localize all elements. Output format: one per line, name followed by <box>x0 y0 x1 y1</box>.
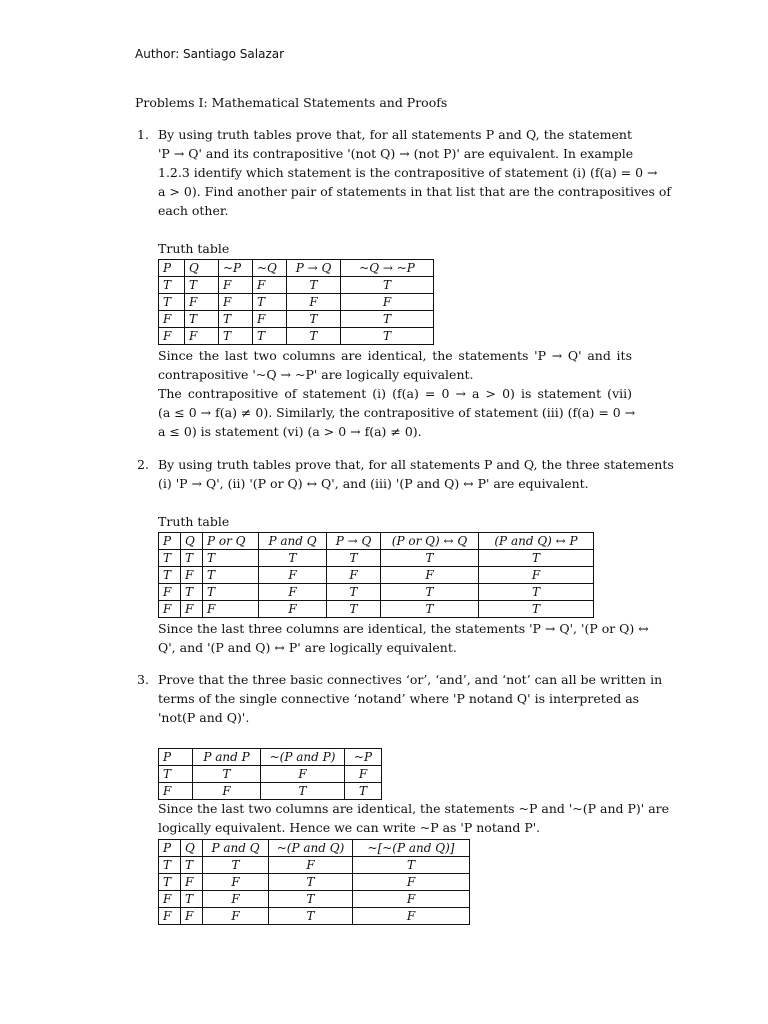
table-cell: F <box>185 294 219 311</box>
table-header-cell: Q <box>181 533 203 550</box>
table-cell: F <box>479 567 594 584</box>
table-cell: T <box>159 857 181 874</box>
table-header-cell: (P or Q) ↔ Q <box>381 533 479 550</box>
table-cell: T <box>341 311 434 328</box>
table-row <box>159 766 382 783</box>
table-cell: T <box>181 891 203 908</box>
table-row <box>159 908 470 925</box>
table-cell: F <box>159 891 181 908</box>
table-cell: T <box>219 311 253 328</box>
table-cell: F <box>203 908 269 925</box>
table-header-cell: Q <box>185 260 219 277</box>
truth-table-label: Truth table <box>158 241 230 256</box>
table-cell: F <box>327 567 381 584</box>
table-cell: T <box>345 783 382 800</box>
table-cell: T <box>259 550 327 567</box>
table-cell: T <box>269 908 353 925</box>
table-cell: F <box>259 567 327 584</box>
table-cell: F <box>159 908 181 925</box>
table-cell: T <box>341 328 434 345</box>
document-title: Problems I: Mathematical Statements and Proofs <box>135 95 448 110</box>
table-cell: F <box>203 891 269 908</box>
table-cell: F <box>381 567 479 584</box>
problem-1-line: each other. <box>158 203 229 218</box>
table-row <box>159 328 434 345</box>
table-cell: F <box>181 601 203 618</box>
table-header-row <box>159 533 594 550</box>
table-cell: F <box>253 277 287 294</box>
table-cell: F <box>159 584 181 601</box>
table-cell: T <box>181 857 203 874</box>
table-cell: T <box>287 328 341 345</box>
table-cell: T <box>479 584 594 601</box>
table-cell: T <box>181 550 203 567</box>
problem-2-line: By using truth tables prove that, for all statements P and Q, the three statements <box>158 457 674 472</box>
table-header-cell: ~(P and P) <box>261 749 345 766</box>
table-header-row <box>159 749 382 766</box>
table-cell: F <box>193 783 261 800</box>
table-header-cell: P <box>159 840 181 857</box>
table-cell: T <box>203 857 269 874</box>
table-cell: T <box>185 311 219 328</box>
table-header-cell: ~Q <box>253 260 287 277</box>
table-cell: F <box>159 311 185 328</box>
table-header-cell: P <box>159 533 181 550</box>
table-header-cell: P and Q <box>203 840 269 857</box>
table-cell: F <box>287 294 341 311</box>
table-cell: T <box>159 567 181 584</box>
table-cell: F <box>353 908 470 925</box>
problem-2-line: (i) 'P → Q', (ii) '(P or Q) ↔ Q', and (iii) '(P and Q) ↔ P' are equivalent. <box>158 476 589 491</box>
truth-table-3 <box>158 748 382 800</box>
table-cell: T <box>159 550 181 567</box>
table-row <box>159 567 594 584</box>
table-row <box>159 783 382 800</box>
table-cell: T <box>341 277 434 294</box>
table-cell: T <box>381 550 479 567</box>
table-row <box>159 601 594 618</box>
table-header-cell: Q <box>181 840 203 857</box>
problem-3-conclusion: Since the last two columns are identical, the statements ~P and '~(P and P)' are <box>158 801 670 816</box>
problem-1-conclusion: a ≤ 0) is statement (vi) (a > 0 → f(a) ≠ 0). <box>158 424 422 439</box>
table-cell: T <box>327 584 381 601</box>
problem-1-line: 'P → Q' and its contrapositive '(not Q) → (not P)' are equivalent. In example <box>158 146 634 161</box>
problem-1-line: By using truth tables prove that, for all statements P and Q, the statement <box>158 127 632 142</box>
table-cell: T <box>353 857 470 874</box>
table-cell: F <box>159 328 185 345</box>
table-cell: F <box>203 874 269 891</box>
table-cell: F <box>203 601 259 618</box>
table-cell: T <box>253 328 287 345</box>
problem-3-line: terms of the single connective ‘notand’ where 'P notand Q' is interpreted as <box>158 691 640 706</box>
truth-table-1 <box>158 259 434 345</box>
table-header-cell: ~(P and Q) <box>269 840 353 857</box>
table-header-row <box>159 260 434 277</box>
table-cell: T <box>159 766 193 783</box>
table-header-cell: P and P <box>193 749 261 766</box>
table-header-cell: ~Q → ~P <box>341 260 434 277</box>
table-row <box>159 584 594 601</box>
table-cell: F <box>261 766 345 783</box>
table-header-row <box>159 840 470 857</box>
table-cell: T <box>287 311 341 328</box>
problem-1-conclusion: (a ≤ 0 → f(a) ≠ 0). Similarly, the contrapositive of statement (iii) (f(a) = 0 → <box>158 405 636 420</box>
table-cell: F <box>353 874 470 891</box>
problem-3-conclusion: logically equivalent. Hence we can write ~P as 'P notand P'. <box>158 820 541 835</box>
truth-table-4 <box>158 839 470 925</box>
table-header-cell: P → Q <box>287 260 341 277</box>
table-cell: F <box>159 601 181 618</box>
table-row <box>159 277 434 294</box>
table-row <box>159 550 594 567</box>
problem-1-conclusion: contrapositive '~Q → ~P' are logically equivalent. <box>158 367 474 382</box>
table-row <box>159 857 470 874</box>
table-cell: T <box>287 277 341 294</box>
table-cell: T <box>159 277 185 294</box>
problem-2-conclusion: Q', and '(P and Q) ↔ P' are logically equivalent. <box>158 640 457 655</box>
author-line: Author: Santiago Salazar <box>135 47 285 61</box>
table-row <box>159 311 434 328</box>
table-cell: T <box>479 601 594 618</box>
table-cell: F <box>341 294 434 311</box>
table-cell: F <box>353 891 470 908</box>
table-cell: T <box>203 550 259 567</box>
table-cell: T <box>203 567 259 584</box>
problem-1-line: 1.2.3 identify which statement is the contrapositive of statement (i) (f(a) = 0 → <box>158 165 658 180</box>
table-cell: F <box>181 874 203 891</box>
table-cell: F <box>345 766 382 783</box>
problem-1-conclusion: The contrapositive of statement (i) (f(a) = 0 → a > 0) is statement (vii) <box>158 386 632 401</box>
problem-3-line: 'not(P and Q)'. <box>158 710 250 725</box>
table-header-cell: P and Q <box>259 533 327 550</box>
problem-3-number: 3. <box>137 672 149 687</box>
table-cell: T <box>253 294 287 311</box>
table-header-cell: P or Q <box>203 533 259 550</box>
problem-1-conclusion: Since the last two columns are identical, the statements 'P → Q' and its <box>158 348 632 363</box>
problem-2-conclusion: Since the last three columns are identical, the statements 'P → Q', '(P or Q) ↔ <box>158 621 649 636</box>
table-cell: T <box>261 783 345 800</box>
table-cell: T <box>185 277 219 294</box>
table-cell: F <box>181 908 203 925</box>
table-cell: F <box>219 294 253 311</box>
problem-1-number: 1. <box>137 127 149 142</box>
table-header-cell: P <box>159 260 185 277</box>
table-cell: T <box>269 891 353 908</box>
table-cell: T <box>203 584 259 601</box>
table-header-cell: (P and Q) ↔ P <box>479 533 594 550</box>
table-cell: T <box>269 874 353 891</box>
table-row <box>159 874 470 891</box>
table-row <box>159 891 470 908</box>
table-cell: T <box>219 328 253 345</box>
table-cell: F <box>269 857 353 874</box>
table-header-cell: P <box>159 749 193 766</box>
table-row <box>159 294 434 311</box>
truth-table-2 <box>158 532 594 618</box>
table-cell: T <box>159 294 185 311</box>
table-header-cell: ~P <box>345 749 382 766</box>
table-cell: T <box>381 601 479 618</box>
table-cell: T <box>327 601 381 618</box>
table-cell: T <box>479 550 594 567</box>
table-header-cell: ~[~(P and Q)] <box>353 840 470 857</box>
table-header-cell: P → Q <box>327 533 381 550</box>
table-cell: F <box>219 277 253 294</box>
table-header-cell: ~P <box>219 260 253 277</box>
truth-table-label: Truth table <box>158 514 230 529</box>
problem-3-line: Prove that the three basic connectives ‘or’, ‘and’, and ‘not’ can all be written in <box>158 672 663 687</box>
problem-1-line: a > 0). Find another pair of statements in that list that are the contrapositives of <box>158 184 672 199</box>
table-cell: F <box>185 328 219 345</box>
table-cell: F <box>259 584 327 601</box>
table-cell: F <box>253 311 287 328</box>
table-cell: T <box>159 874 181 891</box>
table-cell: F <box>159 783 193 800</box>
table-cell: T <box>193 766 261 783</box>
table-cell: T <box>381 584 479 601</box>
table-cell: T <box>327 550 381 567</box>
problem-2-number: 2. <box>137 457 149 472</box>
table-cell: F <box>259 601 327 618</box>
table-cell: F <box>181 567 203 584</box>
table-cell: T <box>181 584 203 601</box>
